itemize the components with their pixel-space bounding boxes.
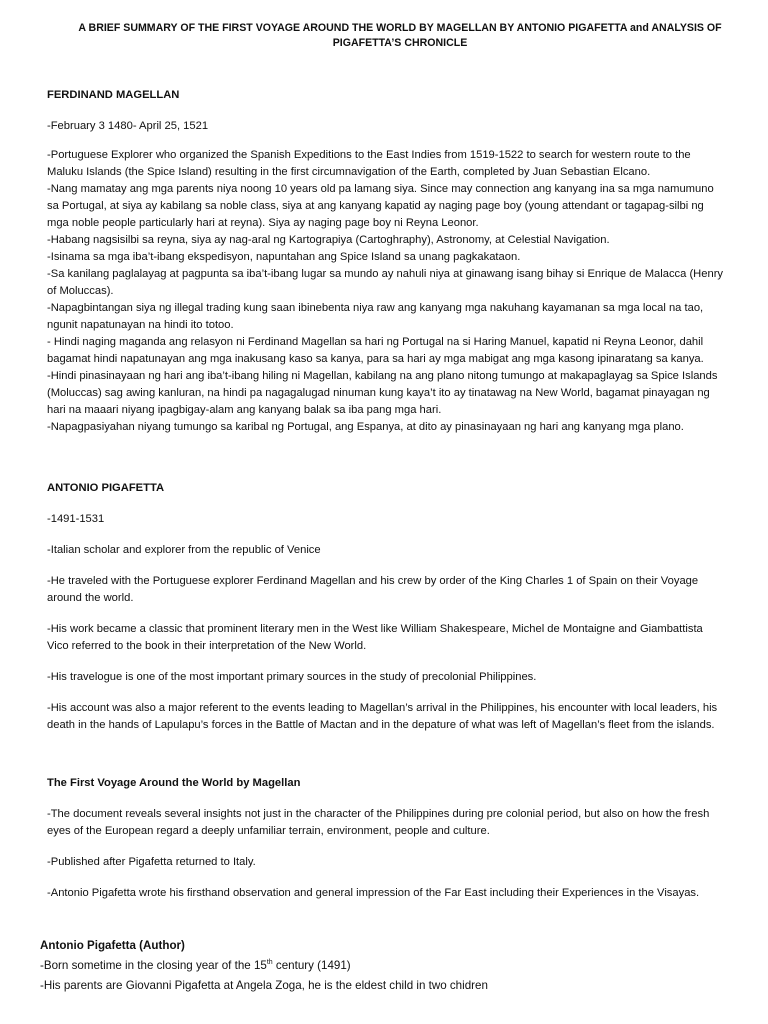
list-item: -Nang mamatay ang mga parents niya noong 10 years old pa lamang siya. Since may connection ang kanyang ina sa mga namumuno sa Portugal, at siya ay kabilang sa noble class, siya at ang kanyang kapatid ay naging page boy (young attendant or tagapag-silbi ng mga noble people particularly hari at reyna). Siya ay naging page boy ni Reyna Leonor. [47, 183, 714, 229]
list-item: -He traveled with the Portuguese explorer Ferdinand Magellan and his crew by order of the King Charles 1 of Spain on their Voyage around the world. [47, 575, 699, 604]
document-title [60, 21, 740, 51]
list-item: -Hindi pinasinayaan ng hari ang iba’t-ibang hiling ni Magellan, kabilang na ang plano nitong tumungo at makapaglayag sa Spice Islands (Moluccas) sag awing kanluran, na hindi pa nagagalugad ninuman kung kaya’t ito ay tinatawag na New World, bagamat pinayagan ng hari na maaari niyang ipagbigay-alam ang kanyang balak sa iba pang mga hari. [47, 370, 718, 416]
list-item: -His work became a classic that prominent literary men in the West like William Shakespeare, Michel de Montaigne and Giambattista Vico referred to the book in their interpretation of the New World. [47, 623, 703, 652]
list-item: -Isinama sa mga iba’t-ibang ekspedisyon, napuntahan ang Spice Island sa unang pagkakataon. [47, 251, 521, 263]
author-born-century: century (1491) [272, 959, 351, 972]
voyage-list [47, 806, 727, 916]
pigafetta-list [47, 511, 727, 748]
author-section [40, 936, 720, 996]
pigafetta-items [47, 511, 727, 734]
list-item: -Napagpasiyahan niyang tumungo sa karibal ng Portugal, ang Espanya, at dito ay pinasinayaan ng hari ang kanyang mga plano. [47, 421, 684, 433]
list-item: -Sa kanilang paglalayag at pagpunta sa iba’t-ibang lugar sa mundo ay nahuli niya at ginawang isang bihay si Enrique de Malacca (Henry of Moluccas). [47, 268, 724, 297]
section-heading-magellan: FERDINAND MAGELLAN [47, 89, 180, 101]
title-line-2: PIGAFETTA’S CHRONICLE [332, 37, 468, 49]
author-born [40, 956, 720, 976]
list-item: -Italian scholar and explorer from the republic of Venice [47, 544, 321, 556]
title-line-1: A BRIEF SUMMARY OF THE FIRST VOYAGE AROUND THE WORLD BY MAGELLAN BY ANTONIO PIGAFETTA and ANALYSIS OF [78, 22, 722, 34]
list-item: -Portuguese Explorer who organized the Spanish Expeditions to the East Indies from 1519-1522 to search for western route to the Maluku Islands (the Spice Island) resulting in the first circumnavigation of the Earth, completed by Juan Sebastian Elcano. [47, 149, 691, 178]
list-item: -Antonio Pigafetta wrote his firsthand observation and general impression of the Far East including their Experiences in the Visayas. [47, 887, 700, 899]
magellan-items [47, 147, 727, 436]
section-heading-author: Antonio Pigafetta (Author) [40, 939, 185, 952]
magellan-heading-block [47, 87, 727, 104]
list-item: -His account was also a major referent to the events leading to Magellan’s arrival in the Philippines, his encounter with local leaders, his death in the hands of Lapulapu’s forces in the Battle of Mactan and in the depature of what was left of Magellan’s fleet from the islands. [47, 702, 718, 731]
list-item: -The document reveals several insights not just in the character of the Philippines during pre colonial period, but also on how the fresh eyes of the European regard a deeply unfamiliar terrain, environment, people and culture. [47, 808, 710, 837]
list-item: -Habang nagsisilbi sa reyna, siya ay nag-aral ng Kartograpiya (Cartoghraphy), Astronomy, at Celestial Navigation. [47, 234, 610, 246]
voyage-heading-block [47, 775, 727, 792]
magellan-dates: -February 3 1480- April 25, 1521 [47, 120, 209, 132]
voyage-items [47, 806, 727, 902]
list-item: -1491-1531 [47, 513, 105, 525]
list-item: - Hindi naging maganda ang relasyon ni Ferdinand Magellan sa hari ng Portugal na si Haring Manuel, kapatid ni Reyna Leonor, dahil bagamat hindi napatunayan ang mga inakusang kaso sa kanya, para sa hari ay mga mabigat ang mga kasong ipinaratang sa kanya. [47, 336, 704, 365]
section-heading-voyage: The First Voyage Around the World by Magellan [47, 777, 301, 789]
magellan-list [47, 147, 727, 436]
pigafetta-heading-block [47, 480, 727, 497]
list-item: -His travelogue is one of the most important primary sources in the study of precolonial Philippines. [47, 671, 537, 683]
list-item: -Napagbintangan siya ng illegal trading kung saan ibinebenta niya raw ang kanyang mga nakuhang kayamanan sa mga local na tao, ngunit napatunayan na hindi ito totoo. [47, 302, 704, 331]
list-item: -Published after Pigafetta returned to Italy. [47, 856, 256, 868]
author-born-superscript: th [266, 959, 273, 967]
author-born-text: -Born sometime in the closing year of the 15 [40, 959, 267, 972]
author-parents: -His parents are Giovanni Pigafetta at Angela Zoga, he is the eldest child in two chidren [40, 979, 488, 992]
section-heading-pigafetta: ANTONIO PIGAFETTA [47, 482, 165, 494]
magellan-dates-block [47, 118, 727, 135]
